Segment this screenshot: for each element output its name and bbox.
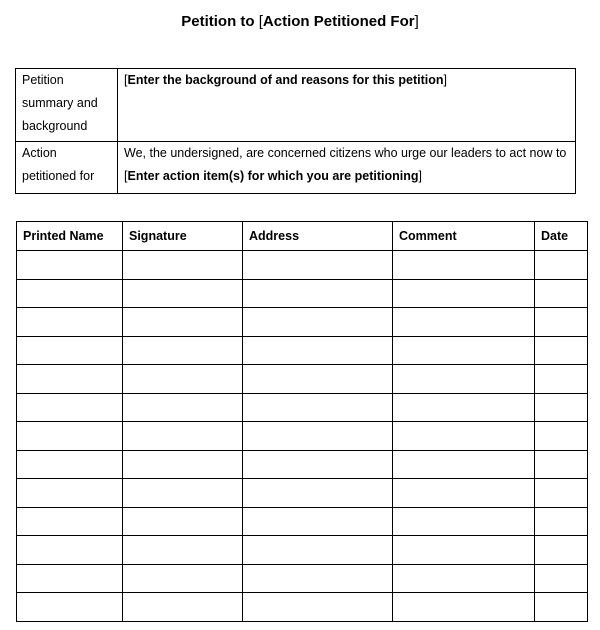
title-prefix: Petition to	[181, 13, 259, 30]
cell-comment[interactable]	[393, 336, 535, 365]
summary-label-line-2: summary and	[22, 96, 98, 110]
table-row	[17, 251, 588, 280]
action-placeholder	[124, 165, 569, 188]
table-row	[17, 365, 588, 394]
cell-printed-name[interactable]	[17, 393, 123, 422]
table-row	[17, 279, 588, 308]
summary-label-cell	[16, 69, 118, 142]
cell-comment[interactable]	[393, 593, 535, 622]
action-label-line-1: Action	[22, 146, 57, 160]
cell-signature[interactable]	[123, 479, 243, 508]
cell-address[interactable]	[243, 536, 393, 565]
cell-date[interactable]	[535, 279, 588, 308]
action-open-bracket: [	[124, 169, 128, 183]
cell-address[interactable]	[243, 479, 393, 508]
cell-printed-name[interactable]	[17, 507, 123, 536]
cell-signature[interactable]	[123, 251, 243, 280]
cell-date[interactable]	[535, 536, 588, 565]
cell-comment[interactable]	[393, 536, 535, 565]
cell-date[interactable]	[535, 593, 588, 622]
cell-date[interactable]	[535, 251, 588, 280]
cell-comment[interactable]	[393, 365, 535, 394]
title-placeholder: Action Petitioned For	[262, 13, 415, 30]
action-close-bracket: ]	[418, 169, 422, 183]
cell-printed-name[interactable]	[17, 279, 123, 308]
summary-label-line-3: background	[22, 119, 88, 133]
cell-comment[interactable]	[393, 393, 535, 422]
cell-comment[interactable]	[393, 450, 535, 479]
table-row	[17, 479, 588, 508]
summary-close-bracket: ]	[443, 73, 447, 87]
cell-signature[interactable]	[123, 507, 243, 536]
cell-printed-name[interactable]	[17, 308, 123, 337]
summary-placeholder-text: Enter the background of and reasons for this petition	[127, 73, 444, 87]
cell-address[interactable]	[243, 422, 393, 451]
cell-address[interactable]	[243, 365, 393, 394]
cell-date[interactable]	[535, 450, 588, 479]
cell-printed-name[interactable]	[17, 365, 123, 394]
cell-comment[interactable]	[393, 564, 535, 593]
cell-comment[interactable]	[393, 251, 535, 280]
cell-signature[interactable]	[123, 336, 243, 365]
cell-address[interactable]	[243, 450, 393, 479]
cell-address[interactable]	[243, 251, 393, 280]
cell-printed-name[interactable]	[17, 251, 123, 280]
cell-signature[interactable]	[123, 308, 243, 337]
table-row	[17, 393, 588, 422]
title-close-bracket: ]	[414, 13, 419, 30]
action-label-cell	[16, 142, 118, 194]
column-header-date: Date	[535, 222, 588, 251]
cell-printed-name[interactable]	[17, 564, 123, 593]
cell-date[interactable]	[535, 422, 588, 451]
signature-header-row	[17, 222, 588, 251]
cell-signature[interactable]	[123, 422, 243, 451]
action-value-cell[interactable]	[118, 142, 576, 194]
cell-address[interactable]	[243, 507, 393, 536]
cell-comment[interactable]	[393, 308, 535, 337]
column-header-signature: Signature	[123, 222, 243, 251]
summary-label-line-1: Petition	[22, 73, 64, 87]
cell-printed-name[interactable]	[17, 479, 123, 508]
cell-signature[interactable]	[123, 393, 243, 422]
signature-table-body	[17, 251, 588, 622]
table-row	[17, 507, 588, 536]
petition-info-table	[15, 68, 576, 194]
cell-comment[interactable]	[393, 279, 535, 308]
cell-signature[interactable]	[123, 593, 243, 622]
column-header-comment: Comment	[393, 222, 535, 251]
cell-date[interactable]	[535, 336, 588, 365]
table-row	[17, 450, 588, 479]
table-row	[17, 308, 588, 337]
cell-address[interactable]	[243, 393, 393, 422]
cell-date[interactable]	[535, 393, 588, 422]
summary-value-cell[interactable]	[118, 69, 576, 142]
cell-address[interactable]	[243, 336, 393, 365]
summary-row	[16, 69, 576, 142]
column-header-printed-name: Printed Name	[17, 222, 123, 251]
cell-comment[interactable]	[393, 507, 535, 536]
table-row	[17, 593, 588, 622]
signature-table	[16, 221, 588, 622]
cell-printed-name[interactable]	[17, 450, 123, 479]
cell-date[interactable]	[535, 564, 588, 593]
cell-date[interactable]	[535, 365, 588, 394]
cell-address[interactable]	[243, 308, 393, 337]
cell-signature[interactable]	[123, 365, 243, 394]
table-row	[17, 564, 588, 593]
cell-signature[interactable]	[123, 450, 243, 479]
cell-address[interactable]	[243, 279, 393, 308]
cell-signature[interactable]	[123, 279, 243, 308]
action-row	[16, 142, 576, 194]
table-row	[17, 536, 588, 565]
action-placeholder-text: Enter action item(s) for which you are petitioning	[127, 169, 419, 183]
cell-printed-name[interactable]	[17, 593, 123, 622]
cell-comment[interactable]	[393, 479, 535, 508]
cell-signature[interactable]	[123, 564, 243, 593]
table-row	[17, 422, 588, 451]
cell-date[interactable]	[535, 479, 588, 508]
action-label-line-2: petitioned for	[22, 169, 95, 183]
action-statement: We, the undersigned, are concerned citizens who urge our leaders to act now to	[124, 146, 567, 160]
cell-signature[interactable]	[123, 536, 243, 565]
cell-address[interactable]	[243, 593, 393, 622]
table-row	[17, 336, 588, 365]
summary-placeholder	[124, 69, 569, 92]
cell-date[interactable]	[535, 308, 588, 337]
cell-comment[interactable]	[393, 422, 535, 451]
cell-printed-name[interactable]	[17, 422, 123, 451]
summary-open-bracket: [	[124, 73, 128, 87]
document-title	[0, 12, 600, 32]
cell-address[interactable]	[243, 564, 393, 593]
cell-printed-name[interactable]	[17, 536, 123, 565]
cell-printed-name[interactable]	[17, 336, 123, 365]
title-open-bracket: [	[258, 13, 263, 30]
column-header-address: Address	[243, 222, 393, 251]
cell-date[interactable]	[535, 507, 588, 536]
